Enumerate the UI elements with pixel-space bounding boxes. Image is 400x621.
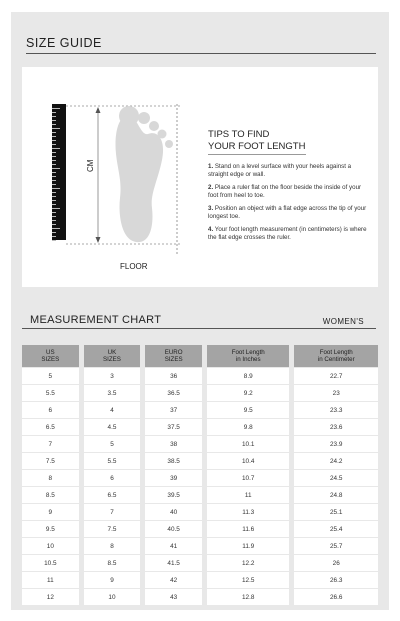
cell-euro: 38.5: [145, 453, 202, 469]
ruler-tick: [52, 112, 56, 113]
chart-title: MEASUREMENT CHART: [30, 314, 162, 326]
ruler-tick: [52, 184, 56, 185]
ruler-tick: [52, 168, 60, 169]
table-row: [22, 385, 378, 401]
tips-title: TIPS TO FIND YOUR FOOT LENGTH: [208, 129, 306, 152]
cell-uk: 3.5: [84, 385, 141, 401]
ruler-tick: [52, 176, 56, 177]
chart-divider: [22, 328, 376, 329]
ruler-tick: [52, 116, 56, 117]
ruler-tick: [52, 180, 56, 181]
cell-uk: 10: [84, 589, 141, 605]
cell-uk: 4.5: [84, 419, 141, 435]
cell-inches: 9.2: [207, 385, 290, 401]
table-row: [22, 453, 378, 469]
header-inches: Foot Length in Inches: [207, 345, 290, 367]
table-row: [22, 487, 378, 503]
cell-cm: 25.7: [294, 538, 378, 554]
cell-euro: 36.5: [145, 385, 202, 401]
cell-inches: 10.7: [207, 470, 290, 486]
cell-uk: 7: [84, 504, 141, 520]
cell-inches: 8.9: [207, 368, 290, 384]
cell-inches: 9.8: [207, 419, 290, 435]
tip-item: 1. Stand on a level surface with your heels against a straight edge or wall.: [208, 163, 352, 178]
cell-cm: 23.6: [294, 419, 378, 435]
cell-uk: 8.5: [84, 555, 141, 571]
ruler-tick: [52, 136, 56, 137]
table-row: [22, 436, 378, 452]
table-row: [22, 504, 378, 520]
table-row: [22, 470, 378, 486]
table-body: [22, 368, 378, 605]
cell-us: 11: [22, 572, 79, 588]
cell-us: 5: [22, 368, 79, 384]
table-row: [22, 589, 378, 605]
cell-cm: 22.7: [294, 368, 378, 384]
header-cm: Foot Length in Centimeter: [294, 345, 378, 367]
ruler-tick: [52, 200, 56, 201]
table-row: [22, 555, 378, 571]
cell-inches: 12.2: [207, 555, 290, 571]
ruler-tick: [52, 192, 56, 193]
cell-us: 7.5: [22, 453, 79, 469]
ruler-tick: [52, 196, 56, 197]
cell-us: 6.5: [22, 419, 79, 435]
cell-inches: 10.4: [207, 453, 290, 469]
ruler-tick: [52, 132, 56, 133]
tip-item: 3. Position an object with a flat edge across the tip of your longest toe.: [208, 205, 367, 220]
ruler-tick: [52, 156, 56, 157]
ruler-tick: [52, 240, 56, 241]
table-row: [22, 419, 378, 435]
cell-inches: 12.5: [207, 572, 290, 588]
ruler-tick: [52, 128, 60, 129]
cell-uk: 7.5: [84, 521, 141, 537]
ruler-tick: [52, 220, 56, 221]
cell-inches: 11: [207, 487, 290, 503]
ruler-tick: [52, 204, 56, 205]
ruler-tick: [52, 120, 56, 121]
cell-cm: 24.2: [294, 453, 378, 469]
page-title: SIZE GUIDE: [26, 36, 102, 50]
cell-us: 10: [22, 538, 79, 554]
ruler-tick: [52, 188, 60, 189]
cell-euro: 40: [145, 504, 202, 520]
cell-euro: 43: [145, 589, 202, 605]
cell-us: 8.5: [22, 487, 79, 503]
cell-euro: 36: [145, 368, 202, 384]
ruler-tick: [52, 212, 56, 213]
header-us: US SIZES: [22, 345, 79, 367]
ruler-tick: [52, 148, 60, 149]
cell-euro: 41: [145, 538, 202, 554]
foot-icon: [66, 94, 186, 254]
tip-item: 2. Place a ruler flat on the floor beside the inside of your foot from heel to toe.: [208, 184, 362, 199]
cell-us: 5.5: [22, 385, 79, 401]
ruler-tick: [52, 172, 56, 173]
cell-inches: 11.9: [207, 538, 290, 554]
cell-euro: 42: [145, 572, 202, 588]
cell-cm: 26.6: [294, 589, 378, 605]
cell-inches: 9.5: [207, 402, 290, 418]
ruler-tick: [52, 236, 56, 237]
table-header-row: [22, 345, 378, 367]
illustration-panel: [22, 67, 378, 287]
cell-euro: 39.5: [145, 487, 202, 503]
cell-us: 10.5: [22, 555, 79, 571]
cell-uk: 3: [84, 368, 141, 384]
cell-us: 12: [22, 589, 79, 605]
cell-inches: 11.6: [207, 521, 290, 537]
cell-cm: 24.8: [294, 487, 378, 503]
header-euro: EURO SIZES: [145, 345, 202, 367]
cell-cm: 23: [294, 385, 378, 401]
cell-euro: 38: [145, 436, 202, 452]
cell-euro: 39: [145, 470, 202, 486]
cell-uk: 4: [84, 402, 141, 418]
cell-cm: 25.4: [294, 521, 378, 537]
cell-cm: 23.3: [294, 402, 378, 418]
cell-cm: 26.3: [294, 572, 378, 588]
ruler-tick: [52, 228, 60, 229]
header-uk: UK SIZES: [84, 345, 141, 367]
tip-item: 4. Your foot length measurement (in centimeters) is where the flat edge crosses the ruler.: [208, 226, 367, 241]
cell-uk: 8: [84, 538, 141, 554]
cell-uk: 9: [84, 572, 141, 588]
cell-us: 7: [22, 436, 79, 452]
floor-label: FLOOR: [120, 262, 148, 271]
ruler-tick: [52, 108, 60, 109]
ruler-tick: [52, 160, 56, 161]
cell-cm: 23.9: [294, 436, 378, 452]
table-row: [22, 402, 378, 418]
cell-cm: 24.5: [294, 470, 378, 486]
table-row: [22, 572, 378, 588]
ruler-tick: [52, 232, 56, 233]
ruler-tick: [52, 208, 60, 209]
cell-euro: 37.5: [145, 419, 202, 435]
cell-cm: 25.1: [294, 504, 378, 520]
table-row: [22, 538, 378, 554]
ruler-tick: [52, 144, 56, 145]
cell-euro: 41.5: [145, 555, 202, 571]
cm-label: CM: [86, 159, 95, 172]
ruler-tick: [52, 224, 56, 225]
tips-divider: [208, 154, 306, 155]
ruler-tick: [52, 216, 56, 217]
ruler-tick: [52, 152, 56, 153]
cell-inches: 10.1: [207, 436, 290, 452]
ruler-tick: [52, 164, 56, 165]
chart-subtitle: WOMEN'S: [322, 317, 364, 326]
cell-us: 9: [22, 504, 79, 520]
ruler-tick: [52, 140, 56, 141]
cell-cm: 26: [294, 555, 378, 571]
cell-us: 9.5: [22, 521, 79, 537]
cell-us: 6: [22, 402, 79, 418]
cell-euro: 37: [145, 402, 202, 418]
cell-uk: 6.5: [84, 487, 141, 503]
table-row: [22, 521, 378, 537]
measurement-table: [22, 345, 378, 606]
tips-list: [208, 163, 373, 247]
title-divider: [26, 53, 376, 54]
cell-uk: 5.5: [84, 453, 141, 469]
cell-inches: 11.3: [207, 504, 290, 520]
cell-uk: 5: [84, 436, 141, 452]
cell-us: 8: [22, 470, 79, 486]
cell-euro: 40.5: [145, 521, 202, 537]
cell-uk: 6: [84, 470, 141, 486]
ruler-tick: [52, 124, 56, 125]
ruler-icon: [52, 104, 66, 240]
cell-inches: 12.8: [207, 589, 290, 605]
table-row: [22, 368, 378, 384]
